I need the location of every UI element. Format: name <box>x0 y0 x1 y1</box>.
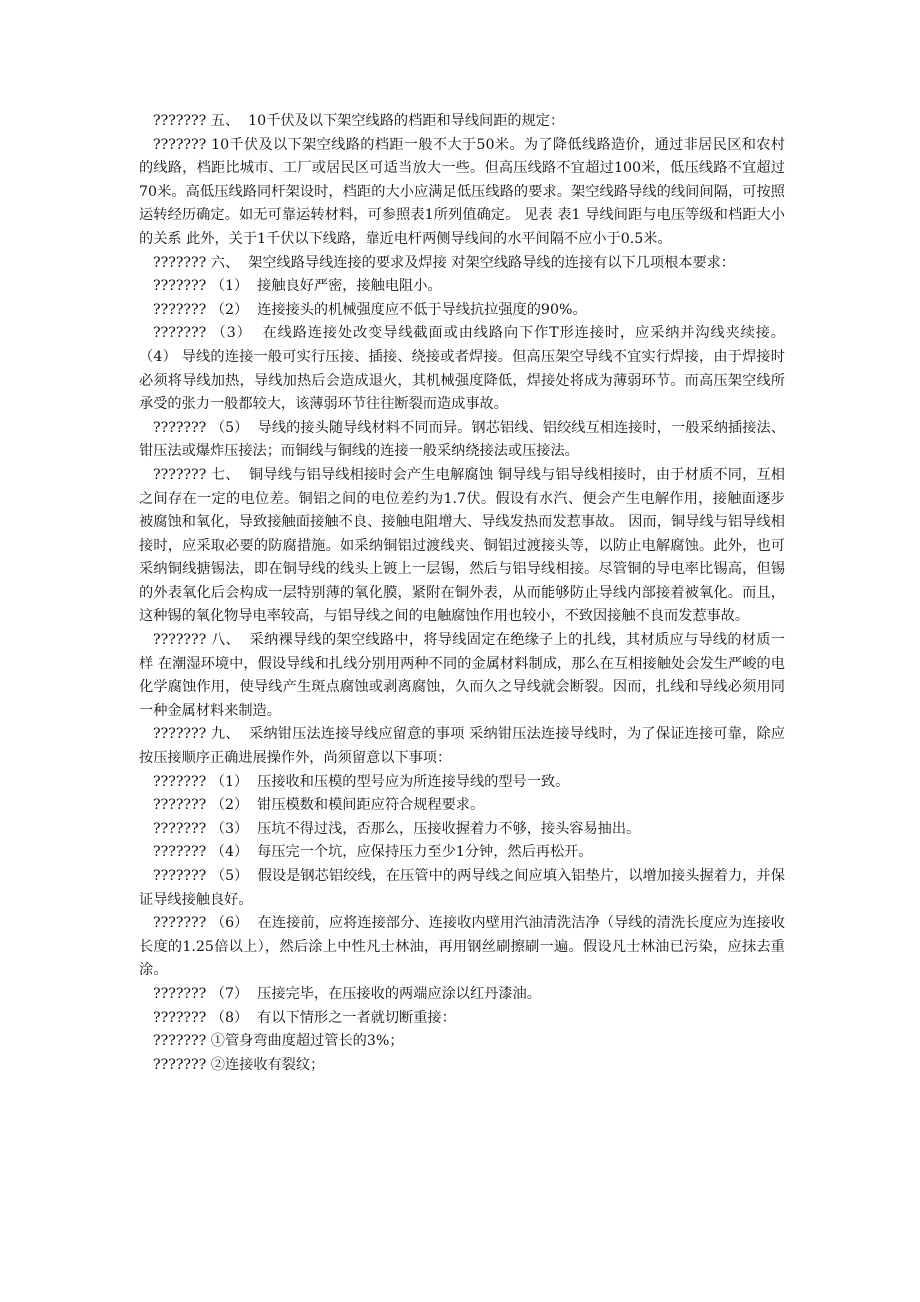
section-nine-item-1: ??????? （1） 压接收和压模的型号应为所连接导线的型号一致。 <box>153 773 570 790</box>
section-eight-paragraph: ??????? 八、 采纳裸导线的架空线路中，将导线固定在绝缘子上的扎线，其材质应与导线的材质一样 在潮湿环境中，假设导线和扎线分别用两种不同的金属材料制成，那么在互相接触处会发生严峻的电化学腐蚀作用，使导线产生斑点腐蚀或剥离腐蚀，久而久之导线就会断裂。因而，扎线和导线必须用同一种金属材料来制造。 <box>139 632 785 719</box>
section-seven-paragraph: ??????? 七、 铜导线与铝导线相接时会产生电解腐蚀 铜导线与铝导线相接时，由于材质不同，互相之间存在一定的电位差。铜铝之间的电位差约为1.7伏。假设有水汽、便会产生电解作用，接触面逐步被腐蚀和氧化，导致接触面接触不良、接触电阻增大、导线发热而发惹事故。 因而，铜导线与铝导线相接时，应采取必要的防腐措施。如采纳铜铝过渡线夹、铜铝过渡接头等，以防止电解腐蚀。此外，也可采纳铜线搪锡法，即在铜导线的线头上镀上一层锡，然后与铝导线相接。尽管铜的导电率比锡高，但锡的外表氧化后会构成一层特别薄的氧化膜，紧附在铜外表，从而能够防止导线内部接着被氧化。而且，这种锡的氧化物导电率较高，与铝导线之间的电触腐蚀作用也较小，不致因接触不良而发惹事故。 <box>139 466 785 625</box>
section-nine-item-3: ??????? （3） 压坑不得过浅，否那么，压接收握着力不够，接头容易抽出。 <box>153 820 641 837</box>
section-nine-item-8: ??????? （8） 有以下情形之一者就切断重接： <box>153 1009 456 1026</box>
section-nine-heading: ??????? 九、 采纳钳压法连接导线应留意的事项 采纳钳压法连接导线时，为了保证连接可靠，除应按压接顺序正确进展操作外，尚须留意以下事项： <box>139 726 785 767</box>
section-nine-item-6: ??????? （6） 在连接前，应将连接部分、连接收内壁用汽油清洗洁净（导线的清洗长度应为连接收长度的1.25倍以上），然后涂上中性凡士林油，再用钢丝刷擦刷一遍。假设凡士林油已污染，应抹去重涂。 <box>139 915 785 979</box>
section-nine-item-2: ??????? （2） 钳压模数和模间距应符合规程要求。 <box>153 797 485 814</box>
section-nine-item-7: ??????? （7） 压接完毕，在压接收的两端应涂以红丹漆油。 <box>153 985 541 1002</box>
section-six-heading: ??????? 六、 架空线路导线连接的要求及焊接 对架空线路导线的连接有以下几项根本要求： <box>153 254 736 271</box>
document-body <box>139 110 790 1077</box>
section-nine-item-4: ??????? （4） 每压完一个坑，应保持压力至少1分钟，然后再松开。 <box>153 844 593 861</box>
section-six-item-3-4: ??????? （3） 在线路连接处改变导线截面或由线路向下作T形连接时，应采纳并沟线夹续接。 （4） 导线的连接一般可实行压接、插接、绕接或者焊接。但高压架空导线不宜实行焊接，由于焊接时必须将导线加热，导线加热后会造成退火，其机械强度降低，焊接处将成为薄弱环节。而高压架空线所承受的张力一般都较大，该薄弱环节往往断裂而造成事故。 <box>139 325 790 413</box>
section-nine-subitem-2: ??????? ②连接收有裂纹； <box>153 1056 325 1073</box>
section-six-item-5: ??????? （5） 导线的接头随导线材料不同而异。钢芯铝线、铝绞线互相连接时，一般采纳插接法、钳压法或爆炸压接法；而铜线与铜线的连接一般采纳绕接法或压接法。 <box>139 419 785 460</box>
section-five-heading: ??????? 五、 10千伏及以下架空线路的档距和导线间距的规定： <box>153 113 565 129</box>
section-nine-subitem-1: ??????? ①管身弯曲度超过管长的3%； <box>153 1033 404 1050</box>
section-five-body: ??????? 10千伏及以下架空线路的档距一般不大于50米。为了降低线路造价，通过非居民区和农村的线路，档距比城市、工厂或居民区可适当放大一些。但高压线路不宜超过100米，低压线路不宜超过70米。高低压线路同杆架设时，档距的大小应满足低压线路的要求。架空线路导线的线间间隔，可按照运转经历确定。如无可靠运转材料，可参照表1所列值确定。 见表 表1 导线间距与电压等级和档距大小的关系 此外，关于1千伏以下线路，靠近电杆两侧导线间的水平间隔不应小于0.5米。 <box>139 136 785 247</box>
section-six-item-2: ??????? （2） 连接接头的机械强度应不低于导线抗拉强度的90%。 <box>153 301 587 318</box>
section-six-item-1: ??????? （1） 接触良好严密，接触电阻小。 <box>153 278 442 295</box>
section-nine-item-5: ??????? （5） 假设是钢芯铝绞线，在压管中的两导线之间应填入铝垫片，以增加接头握着力，并保证导线接触良好。 <box>139 868 785 908</box>
